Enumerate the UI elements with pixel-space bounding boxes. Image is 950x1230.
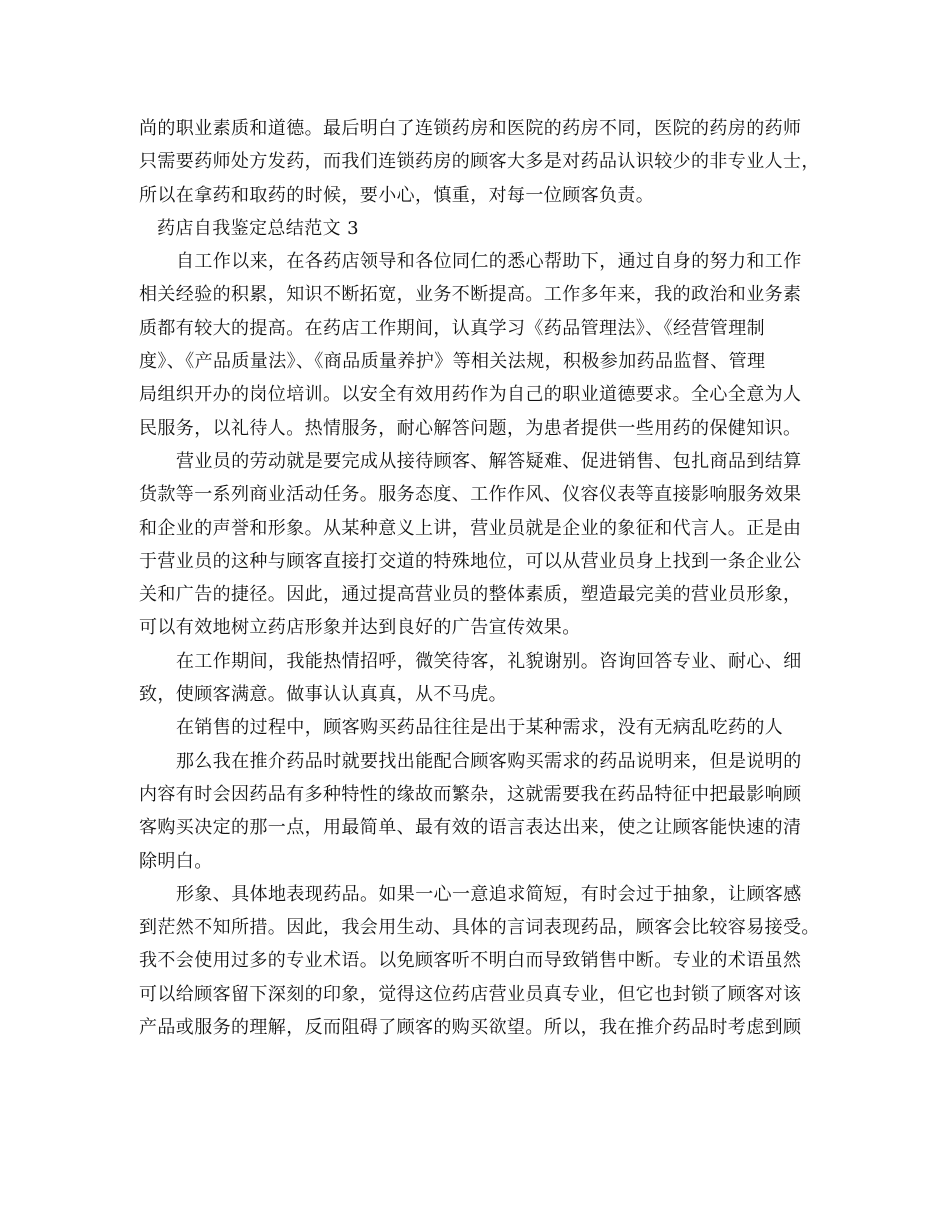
text-line: 自工作以来，在各药店领导和各位同仁的悉心帮助下，通过自身的努力和工作 — [176, 251, 802, 273]
text-line: 民服务，以礼待人。热情服务，耐心解答问题，为患者提供一些用药的保健知识。 — [139, 417, 802, 439]
text-line: 在销售的过程中，顾客购买药品往往是出于某种需求，没有无病乱吃药的人 — [176, 717, 784, 739]
text-line: 和企业的声誉和形象。从某种意义上讲，营业员就是企业的象征和代言人。正是由 — [139, 517, 802, 539]
text-line: 货款等一系列商业活动任务。服务态度、工作作风、仪容仪表等直接影响服务效果 — [139, 484, 802, 506]
text-line: 可以有效地树立药店形象并达到良好的广告宣传效果。 — [139, 617, 581, 639]
document-body — [139, 112, 839, 1044]
text-line: 营业员的劳动就是要完成从接待顾客、解答疑难、促进销售、包扎商品到结算 — [176, 450, 802, 472]
text-line: 那么我在推介药品时就要找出能配合顾客购买需求的药品说明来，但是说明的 — [176, 750, 802, 772]
text-line: 致，使顾客满意。做事认认真真，从不马虎。 — [139, 684, 507, 706]
text-line: 尚的职业素质和道德。最后明白了连锁药房和医院的药房不同，医院的药房的药师 — [139, 118, 802, 139]
text-line: 度》、《产品质量法》、《商品质量养护》等相关法规，积极参加药品监督、管理 — [139, 351, 766, 373]
text-line: 在工作期间，我能热情招呼，微笑待客，礼貌谢别。咨询回答专业、耐心、细 — [176, 650, 802, 672]
text-line: 于营业员的这种与顾客直接打交道的特殊地位，可以从营业员身上找到一条企业公 — [139, 550, 802, 572]
text-line: 我不会使用过多的专业术语。以免顾客听不明白而导致销售中断。专业的术语虽然 — [139, 950, 802, 972]
text-line: 相关经验的积累，知识不断拓宽，业务不断提高。工作多年来，我的政治和业务素 — [139, 284, 802, 306]
text-line: 所以在拿药和取药的时候，要小心，慎重，对每一位顾客负责。 — [139, 184, 655, 206]
text-line: 内容有时会因药品有多种特性的缘故而繁杂，这就需要我在药品特征中把最影响顾 — [139, 783, 802, 805]
text-line: 关和广告的捷径。因此，通过提高营业员的整体素质，塑造最完美的营业员形象， — [139, 584, 802, 606]
text-line: 只需要药师处方发药，而我们连锁药房的顾客大多是对药品认识较少的非专业人士， — [139, 151, 820, 173]
text-line: 客购买决定的那一点，用最简单、最有效的语言表达出来，使之让顾客能快速的清 — [139, 817, 802, 839]
text-line: 产品或服务的理解，反而阻碍了顾客的购买欲望。所以，我在推介药品时考虑到顾 — [139, 1017, 802, 1039]
text-line: 局组织开办的岗位培训。以安全有效用药作为自己的职业道德要求。全心全意为人 — [139, 384, 802, 406]
text-line: 质都有较大的提高。在药店工作期间，认真学习《药品管理法》、《经营管理制 — [139, 317, 765, 339]
text-line: 到茫然不知所措。因此，我会用生动、具体的言词表现药品，顾客会比较容易接受。 — [139, 917, 820, 939]
text-line: 形象、具体地表现药品。如果一心一意追求简短，有时会过于抽象，让顾客感 — [176, 883, 802, 905]
text-line: 除明白。 — [139, 850, 213, 872]
section-heading: 药店自我鉴定总结范文 3 — [157, 217, 359, 239]
text-line: 可以给顾客留下深刻的印象，觉得这位药店营业员真专业，但它也封锁了顾客对该 — [139, 983, 802, 1005]
